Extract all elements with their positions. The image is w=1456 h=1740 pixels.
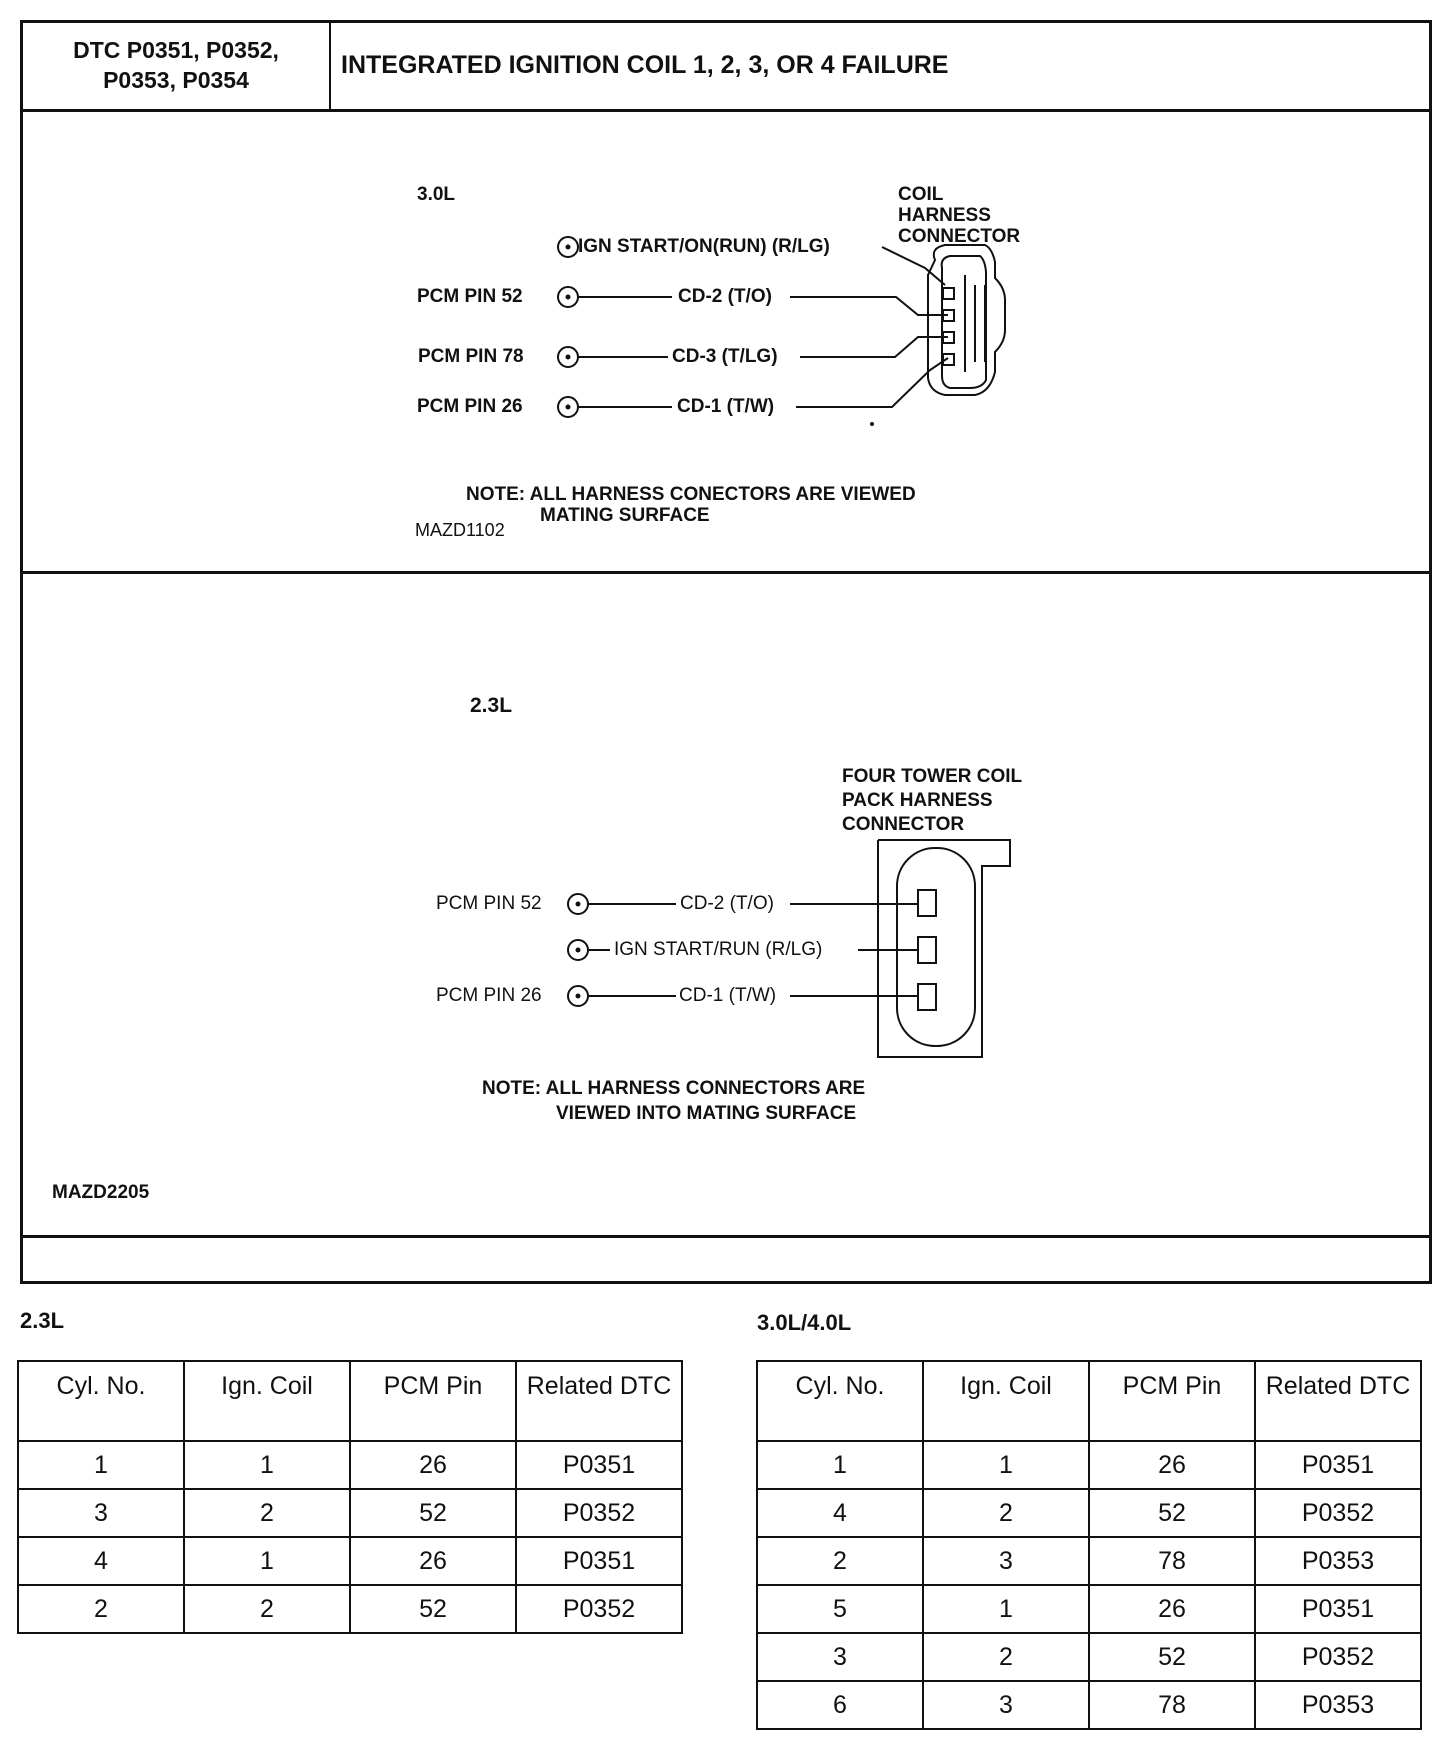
table-cell: 4: [18, 1537, 184, 1585]
table-cell: 52: [1089, 1633, 1255, 1681]
table-header-row: [18, 1361, 682, 1441]
col-related-dtc: Related DTC: [1255, 1361, 1421, 1441]
figure-id-30: MAZD1102: [415, 520, 505, 540]
table-cell: P0351: [516, 1441, 682, 1489]
table-row: [757, 1633, 1421, 1681]
table-row: [18, 1489, 682, 1537]
wire-ign-30: IGN START/ON(RUN) (R/LG): [578, 236, 830, 257]
footer-divider: [23, 1235, 1429, 1238]
table-header-row: [757, 1361, 1421, 1441]
table-cell: 3: [18, 1489, 184, 1537]
table-cell: 2: [923, 1633, 1089, 1681]
wire-cd3-30: CD-3 (T/LG): [672, 346, 778, 367]
table-cell: 26: [350, 1441, 516, 1489]
table-cell: P0351: [1255, 1441, 1421, 1489]
table-cell: 4: [757, 1489, 923, 1537]
table-row: [757, 1441, 1421, 1489]
table-cell: P0352: [1255, 1489, 1421, 1537]
table-cell: 3: [923, 1681, 1089, 1729]
table-cell: 5: [757, 1585, 923, 1633]
table-cell: 3: [923, 1537, 1089, 1585]
table-cell: 78: [1089, 1537, 1255, 1585]
pcm-pin26-label-23: PCM PIN 26: [436, 985, 542, 1006]
pcm-pin26-label-30: PCM PIN 26: [417, 396, 523, 417]
wire-cd2-23: CD-2 (T/O): [680, 893, 774, 914]
note-23-line1: NOTE: ALL HARNESS CONNECTORS ARE: [482, 1078, 866, 1099]
page-title: INTEGRATED IGNITION COIL 1, 2, 3, OR 4 FAILURE: [341, 51, 949, 79]
table-cell: 1: [923, 1585, 1089, 1633]
cylinder-table-23: [17, 1360, 683, 1634]
table-cell: 52: [350, 1585, 516, 1633]
table-cell: 3: [757, 1633, 923, 1681]
wire-cd1-23: CD-1 (T/W): [679, 985, 777, 1006]
engine-label-23: 2.3L: [470, 694, 513, 717]
col-cyl-no: Cyl. No.: [757, 1361, 923, 1441]
col-ign-coil: Ign. Coil: [184, 1361, 350, 1441]
section-divider: [23, 571, 1429, 574]
table-cell: 26: [1089, 1441, 1255, 1489]
pcm-pin52-label-23: PCM PIN 52: [436, 893, 542, 914]
cylinder-table-30: [756, 1360, 1422, 1730]
table-cell: P0353: [1255, 1537, 1421, 1585]
table-cell: 1: [757, 1441, 923, 1489]
connector-label-30-line3: CONNECTOR: [898, 226, 1021, 247]
table-cell: 26: [1089, 1585, 1255, 1633]
connector-label-23-line3: CONNECTOR: [842, 814, 965, 835]
table-row: [18, 1441, 682, 1489]
header-divider: [23, 109, 1429, 112]
table-cell: 52: [350, 1489, 516, 1537]
connector-label-23-line2: PACK HARNESS: [842, 790, 993, 811]
table-row: [757, 1489, 1421, 1537]
table-cell: P0351: [516, 1537, 682, 1585]
table-cell: P0353: [1255, 1681, 1421, 1729]
table-row: [757, 1537, 1421, 1585]
table-row: [18, 1537, 682, 1585]
table-row: [757, 1681, 1421, 1729]
pcm-pin78-label-30: PCM PIN 78: [418, 346, 524, 367]
table-row: [18, 1585, 682, 1633]
col-pcm-pin: PCM Pin: [350, 1361, 516, 1441]
dtc-codes-line1: DTC P0351, P0352,: [73, 37, 279, 63]
table-cell: 78: [1089, 1681, 1255, 1729]
table-cell: 26: [350, 1537, 516, 1585]
table-cell: 2: [184, 1585, 350, 1633]
wire-cd1-30: CD-1 (T/W): [677, 396, 775, 417]
table-cell: P0351: [1255, 1585, 1421, 1633]
table-cell: 6: [757, 1681, 923, 1729]
wire-ign-23: IGN START/RUN (R/LG): [614, 939, 823, 960]
wire-cd2-30: CD-2 (T/O): [678, 286, 772, 307]
table-cell: 2: [184, 1489, 350, 1537]
table-23-title: 2.3L: [20, 1308, 65, 1333]
note-30-line1: NOTE: ALL HARNESS CONECTORS ARE VIEWED: [466, 484, 916, 505]
table-cell: 1: [18, 1441, 184, 1489]
note-23-line2: VIEWED INTO MATING SURFACE: [556, 1103, 857, 1124]
connector-label-30-line1: COIL: [898, 184, 944, 205]
table-cell: P0352: [1255, 1633, 1421, 1681]
col-cyl-no: Cyl. No.: [18, 1361, 184, 1441]
table-cell: 1: [184, 1537, 350, 1585]
note-30-line2: MATING SURFACE: [540, 505, 710, 526]
table-cell: P0352: [516, 1585, 682, 1633]
col-ign-coil: Ign. Coil: [923, 1361, 1089, 1441]
connector-label-30-line2: HARNESS: [898, 205, 991, 226]
table-cell: 2: [757, 1537, 923, 1585]
pcm-pin52-label-30: PCM PIN 52: [417, 286, 523, 307]
table-30-title: 3.0L/4.0L: [757, 1310, 852, 1335]
figure-id-23: MAZD2205: [52, 1182, 150, 1203]
dtc-codes-line2: P0353, P0354: [103, 67, 249, 93]
engine-label-30: 3.0L: [417, 184, 456, 205]
table-cell: 1: [184, 1441, 350, 1489]
table-cell: P0352: [516, 1489, 682, 1537]
col-related-dtc: Related DTC: [516, 1361, 682, 1441]
table-cell: 2: [923, 1489, 1089, 1537]
table-cell: 1: [923, 1441, 1089, 1489]
col-pcm-pin: PCM Pin: [1089, 1361, 1255, 1441]
dtc-code-cell: [23, 23, 331, 111]
table-cell: 2: [18, 1585, 184, 1633]
table-cell: 52: [1089, 1489, 1255, 1537]
table-row: [757, 1585, 1421, 1633]
connector-label-23-line1: FOUR TOWER COIL: [842, 766, 1023, 787]
